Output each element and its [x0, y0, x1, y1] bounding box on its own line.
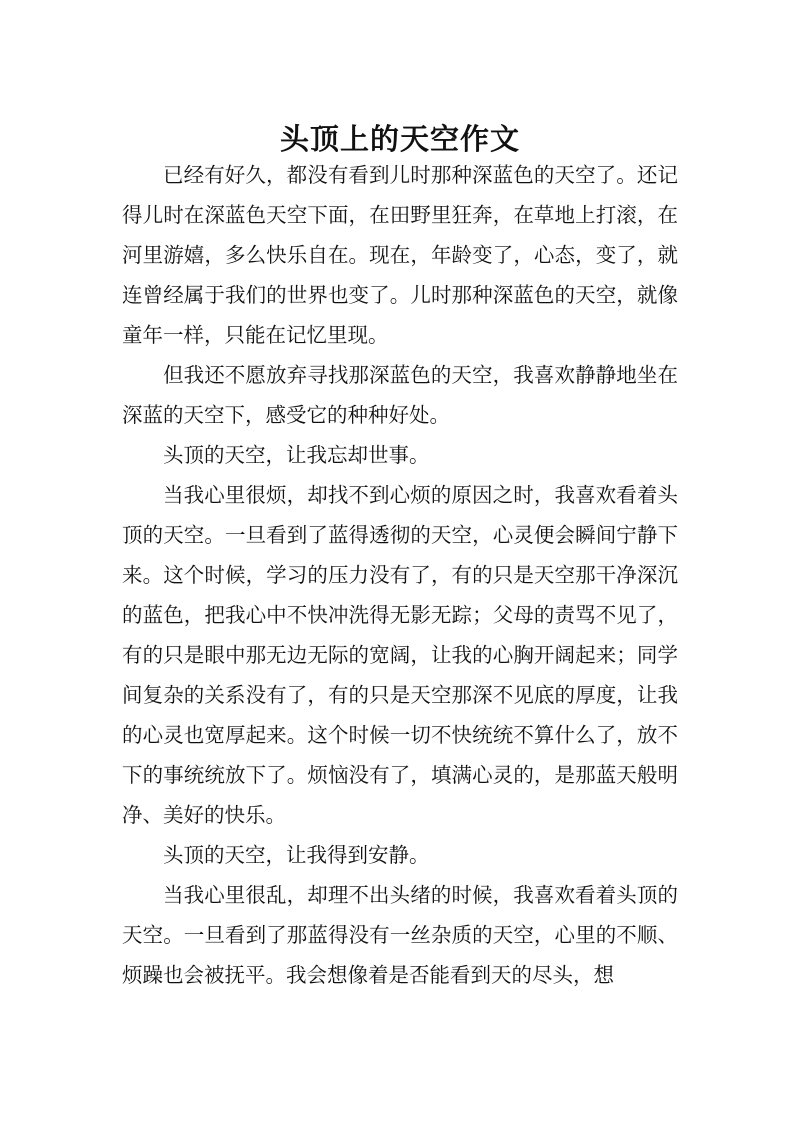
paragraph-1: 已经有好久，都没有看到儿时那种深蓝色的天空了。还记得儿时在深蓝色天空下面，在田野里狂奔，在草地上打滚，在河里游嬉，多么快乐自在。现在，年龄变了，心态，变了，就连曾经属于我们的世界也变了。儿时那种深蓝色的天空，就像童年一样，只能在记忆里现。	[122, 163, 678, 347]
paragraph-5: 头顶的天空，让我得到安静。	[163, 843, 430, 867]
paragraph-4: 当我心里很烦，却找不到心烦的原因之时，我喜欢看着头顶的天空。一旦看到了蓝得透彻的天空，心灵便会瞬间宁静下来。这个时候，学习的压力没有了，有的只是天空那干净深沉的蓝色，把我心中不快冲洗得无影无踪；父母的责骂不见了，有的只是眼中那无边无际的宽阔，让我的心胸开阔起来；同学间复杂的关系没有了，有的只是天空那深不见底的厚度，让我的心灵也宽厚起来。这个时候一切不快统统不算什么了，放不下的事统统放下了。烦恼没有了，填满心灵的，是那蓝天般明净、美好的快乐。	[122, 483, 678, 827]
paragraph-2: 但我还不愿放弃寻找那深蓝色的天空，我喜欢静静地坐在深蓝的天空下，感受它的种种好处。	[122, 363, 678, 427]
paragraph-3: 头顶的天空，让我忘却世事。	[163, 443, 430, 467]
paragraph-6: 当我心里很乱，却理不出头绪的时候，我喜欢看着头顶的天空。一旦看到了那蓝得没有一丝杂质的天空，心里的不顺、烦躁也会被抚平。我会想像着是否能看到天的尽头，想	[122, 883, 678, 987]
document-title: 头顶上的天空作文	[279, 122, 520, 157]
document-body	[122, 155, 678, 995]
